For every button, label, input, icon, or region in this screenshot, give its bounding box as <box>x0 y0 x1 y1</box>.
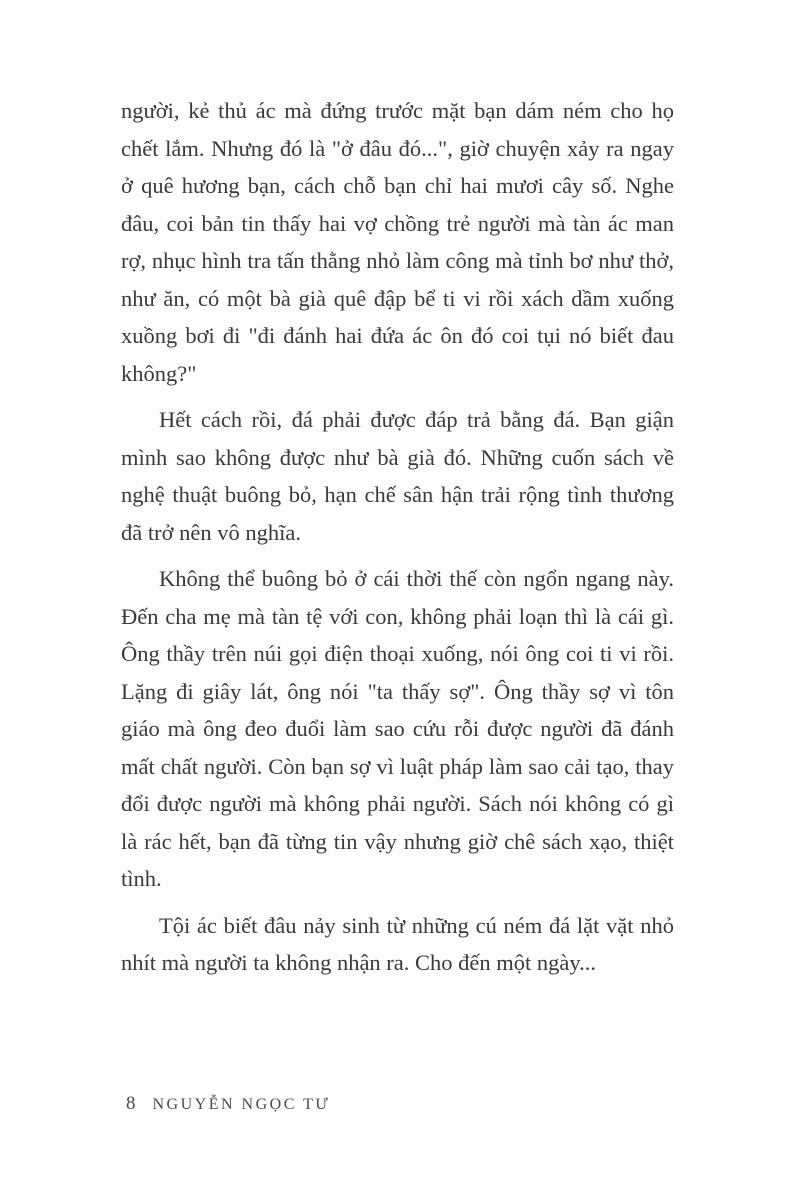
page-footer <box>126 1093 330 1115</box>
page-number: 8 <box>126 1093 136 1114</box>
paragraph-2: Hết cách rồi, đá phải được đáp trả bằng đá. Bạn giận mình sao không được như bà già đó. Những cuốn sách về nghệ thuật buông bỏ, hạn chế sân hận trải rộng tình thương đã trở nên vô nghĩa. <box>121 407 674 545</box>
author-name: NGUYỄN NGỌC TƯ <box>152 1096 331 1113</box>
paragraph-3: Không thể buông bỏ ở cái thời thế còn ngổn ngang này. Đến cha mẹ mà tàn tệ với con, không phải loạn thì là cái gì. Ông thầy trên núi gọi điện thoại xuống, nói ông coi ti vi rồi. Lặng đi giây lát, ông nói "ta thấy sợ". Ông thầy sợ vì tôn giáo mà ông đeo đuổi làm sao cứu rỗi được người đã đánh mất chất người. Còn bạn sợ vì luật pháp làm sao cải tạo, thay đổi được người mà không phải người. Sách nói không có gì là rác hết, bạn đã từng tin vậy nhưng giờ chê sách xạo, thiệt tình. <box>121 566 674 891</box>
paragraph-4: Tội ác biết đâu nảy sinh từ những cú ném đá lặt vặt nhỏ nhít mà người ta không nhận ra. Cho đến một ngày... <box>121 912 674 975</box>
paragraph-continuation: người, kẻ thủ ác mà đứng trước mặt bạn dám ném cho họ chết lắm. Nhưng đó là "ở đâu đó...", giờ chuyện xảy ra ngay ở quê hương bạn, cách chỗ bạn chỉ hai mươi cây số. Nghe đâu, coi bản tin thấy hai vợ chồng trẻ người mà tàn ác man rợ, nhục hình tra tấn thằng nhỏ làm công mà tỉnh bơ như thở, như ăn, có một bà già quê đập bể ti vi rồi xách dầm xuống xuồng bơi đi "đi đánh hai đứa ác ôn đó coi tụi nó biết đau không?" <box>121 98 674 386</box>
body-text <box>121 92 674 991</box>
